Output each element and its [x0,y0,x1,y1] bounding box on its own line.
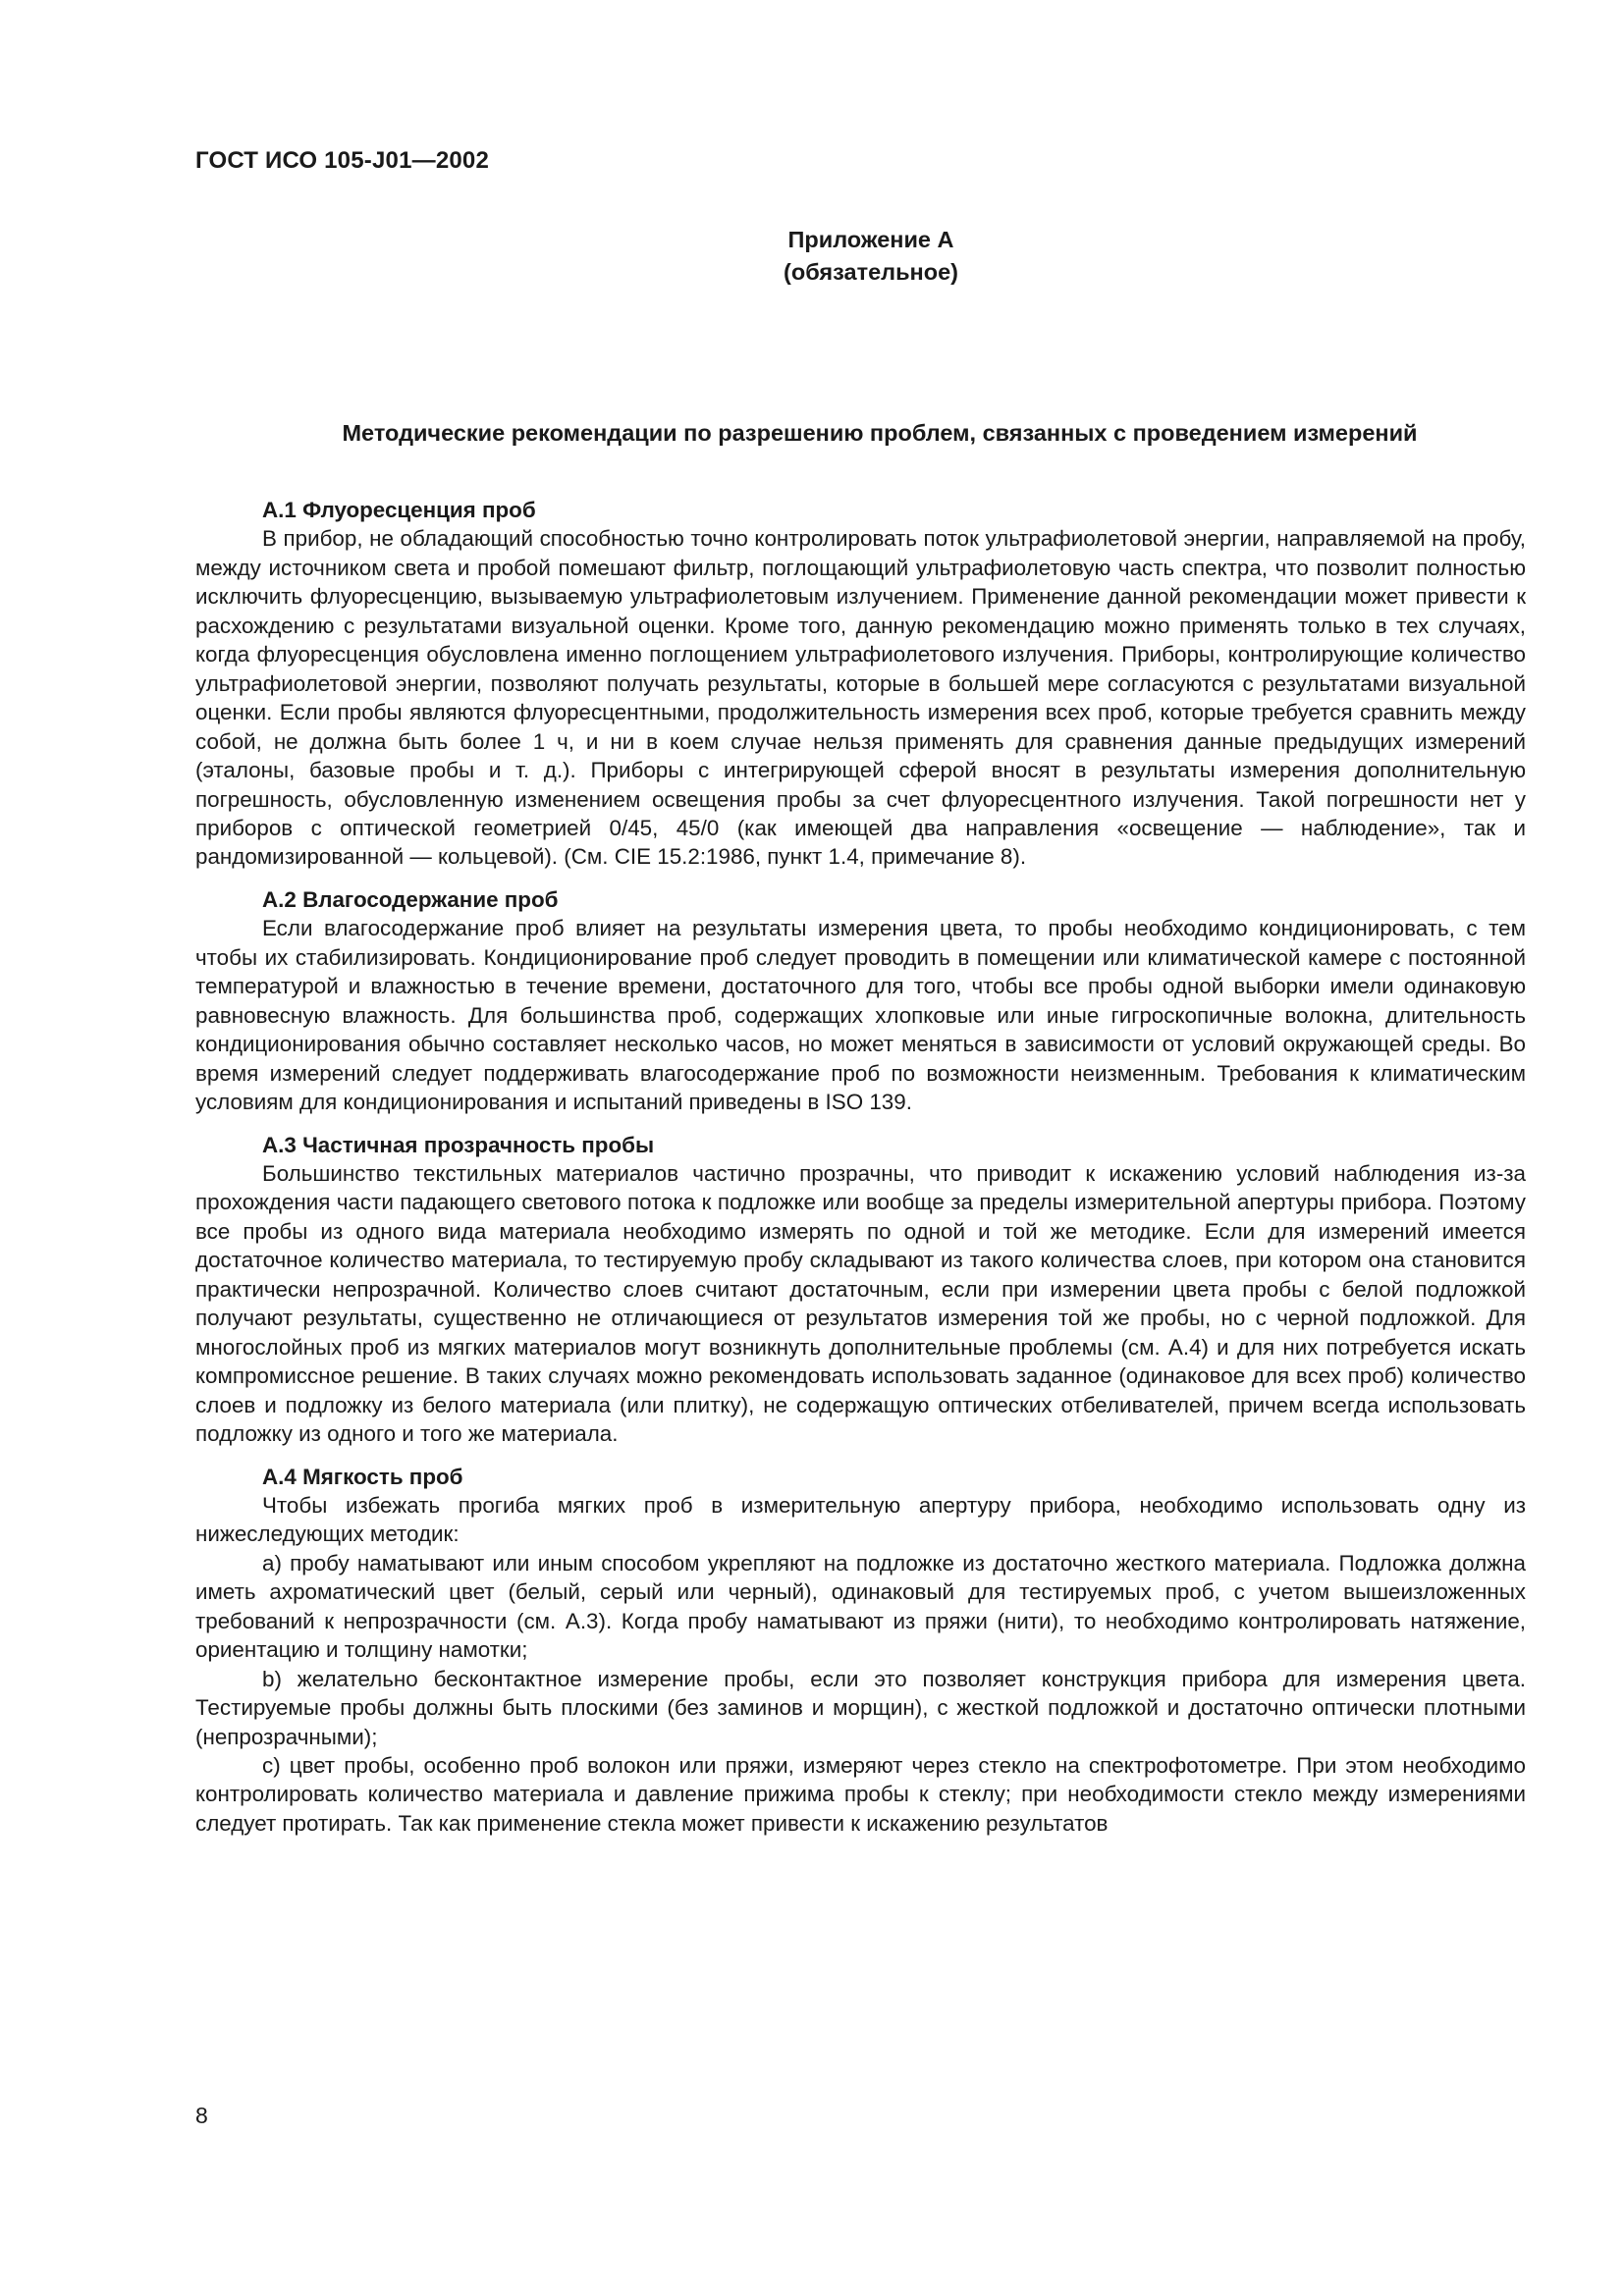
annex-heading [0,224,1624,289]
annex-title: Приложение А [787,227,954,252]
section-a4-item-c: c) цвет пробы, особенно проб волокон или пряжи, измеряют через стекло на спектрофотометре. При этом необходимо контролировать количество материала и давление прижима пробы к стеклу; при необходимости стекло между измерениями следует протирать. Так как применение стекла может привести к искажению результатов [195,1753,1526,1836]
document-body [195,496,1526,1838]
section-a1-paragraph: В прибор, не обладающий способностью точно контролировать поток ультрафиолетовой энергии, направляемой на пробу, между источником света и пробой помешают фильтр, поглощающий ультрафиолетовую часть спектра, что позволит полностью исключить флуоресценцию, вызываемую ультрафиолетовым излучением. Применение данной рекомендации может привести к расхождению с результатами визуальной оценки. Кроме того, данную рекомендацию можно применять только в тех случаях, когда флуоресценция обусловлена именно поглощением ультрафиолетового излучения. Приборы, контролирующие количество ультрафиолетовой энергии, позволяют получать результаты, которые в большей мере согласуются с результатами визуальной оценки. Если пробы являются флуоресцентными, продолжительность измерения всех проб, которые требуется сравнить между собой, не должна быть более 1 ч, и ни в коем случае нельзя применять для сравнения данные предыдущих измерений (эталоны, базовые пробы и т. д.). Приборы с интегрирующей сферой вносят в результаты измерения дополнительную погрешность, обусловленную изменением освещения пробы за счет флуоресцентного излучения. Такой погрешности нет у приборов с оптической геометрией 0/45, 45/0 (как имеющей два направления «освещение — наблюдение», так и рандомизированной — кольцевой). (См. CIE 15.2:1986, пункт 1.4, примечание 8). [195,526,1526,870]
document-code-header: ГОСТ ИСО 105-J01—2002 [195,147,490,174]
page-number: 8 [195,2103,208,2128]
annex-main-title: Методические рекомендации по разрешению проблем, связанных с проведением измерений [342,420,1418,446]
section-heading-a1: А.1 Флуоресценция проб [262,498,536,522]
section-a4-item-b: b) желательно бесконтактное измерение пробы, если это позволяет конструкция прибора для измерения цвета. Тестируемые пробы должны быть плоскими (без заминов и морщин), с жесткой подложкой и достаточно оптически плотными (непрозрачными); [195,1666,1526,1749]
section-a3-paragraph: Большинство текстильных материалов частично прозрачны, что приводит к искажению условий наблюдения из-за прохождения части падающего светового потока к подложке или вообще за пределы измерительной апертуры прибора. Поэтому все пробы из одного вида материала необходимо измерять по одной и той же методике. Если для измерений имеется достаточное количество материала, то тестируемую пробу складывают из такого количества слоев, при котором она становится практически непрозрачной. Количество слоев считают достаточным, если при измерении цвета пробы с белой подложкой получают результаты, существенно не отличающиеся от результатов измерения той же пробы, но с черной подложкой. Для многослойных проб из мягких материалов могут возникнуть дополнительные проблемы (см. А.4) и для них потребуется искать компромиссное решение. В таких случаях можно рекомендовать использовать заданное (одинаковое для всех проб) количество слоев и подложку из белого материала (или плитку), не содержащую оптических отбеливателей, причем всегда использовать подложку из одного и того же материала. [195,1160,1526,1447]
section-heading-a3: А.3 Частичная прозрачность пробы [262,1132,655,1157]
section-heading-a4: А.4 Мягкость проб [262,1464,463,1489]
section-heading-a2: А.2 Влагосодержание проб [262,886,559,912]
annex-status: (обязательное) [784,259,958,285]
section-a4-item-a: a) пробу наматывают или иным способом укрепляют на подложке из достаточно жесткого материала. Подложка должна иметь ахроматический цвет (белый, серый или черный), одинаковый для тестируемых проб, с учетом вышеизложенных требований к непрозрачности (см. А.3). Когда пробу наматывают из пряжи (нити), то необходимо контролировать натяжение, ориентацию и толщину намотки; [195,1550,1526,1663]
section-a2-paragraph: Если влагосодержание проб влияет на результаты измерения цвета, то пробы необходимо кондиционировать, с тем чтобы их стабилизировать. Кондиционирование проб следует проводить в помещении или климатической камере с постоянной температурой и влажностью в течение времени, достаточного для того, чтобы все пробы одной выборки имели одинаковую равновесную влажность. Для большинства проб, содержащих хлопковые или иные гигроскопичные волокна, длительность кондиционирования обычно составляет несколько часов, но может меняться в зависимости от условий окружающей среды. Во время измерений следует поддерживать влагосодержание проб по возможности неизменным. Требования к климатическим условиям для кондиционирования и испытаний приведены в ISO 139. [195,916,1526,1115]
section-a4-intro-paragraph: Чтобы избежать прогиба мягких проб в измерительную апертуру прибора, необходимо использовать одну из нижеследующих методик: [195,1492,1526,1547]
